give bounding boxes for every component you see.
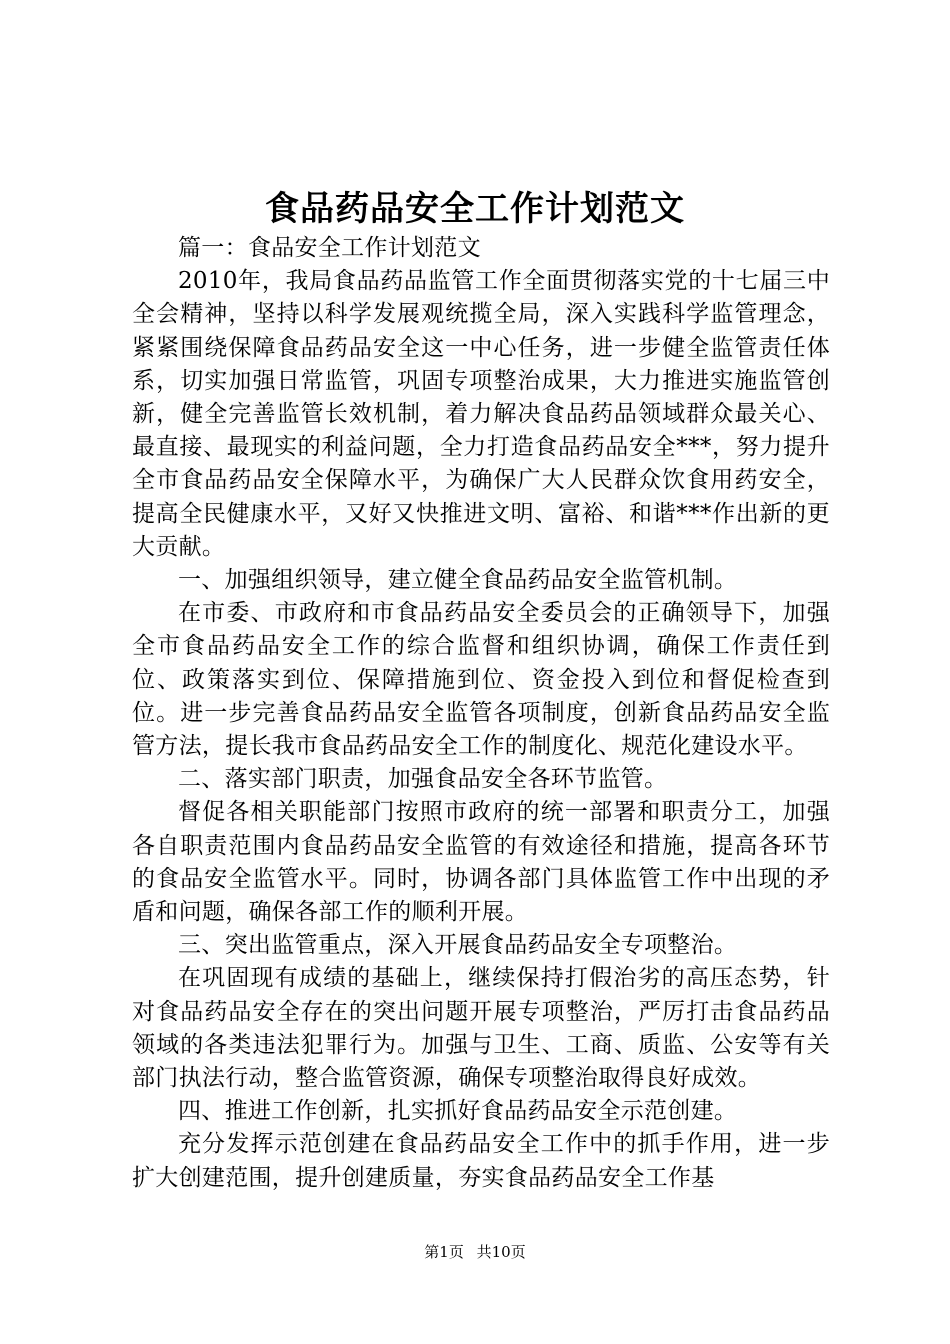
- section-paragraph-2: 督促各相关职能部门按照市政府的统一部署和职责分工，加强各自职责范围内食品药品安全监管的有效途径和措施，提高各环节的食品安全监管水平。同时，协调各部门具体监管工作中出现的矛盾和问题，确保各部工作的顺利开展。: [132, 799, 830, 926]
- section-heading-3: 三、突出监管重点，深入开展食品药品安全专项整治。: [178, 932, 738, 959]
- section-paragraph-1: 在市委、市政府和市食品药品安全委员会的正确领导下，加强全市食品药品安全工作的综合监督和组织协调，确保工作责任到位、政策落实到位、保障措施到位、资金投入到位和督促检查到位。进一步完善食品药品安全监管各项制度，创新食品药品安全监管方法，提长我市食品药品安全工作的制度化、规范化建设水平。: [132, 600, 830, 760]
- page-footer: [0, 1240, 950, 1264]
- document-title: 食品药品安全工作计划范文: [265, 189, 685, 229]
- intro-paragraph: 2010年，我局食品药品监管工作全面贯彻落实党的十七届三中全会精神，坚持以科学发展观统揽全局，深入实践科学监管理念，紧紧围绕保障食品药品安全这一中心任务，进一步健全监管责任体系，切实加强日常监管，巩固专项整治成果，大力推进实施监管创新，健全完善监管长效机制，着力解决食品药品领域群众最关心、最直接、最现实的利益问题，全力打造食品药品安全***，努力提升全市食品药品安全保障水平，为确保广大人民群众饮食用药安全，提高全民健康水平，又好又快推进文明、富裕、和谐***作出新的更大贡献。: [132, 268, 830, 560]
- section-heading-1: 一、加强组织领导，建立健全食品药品安全监管机制。: [178, 567, 738, 594]
- page-number: 第1页: [424, 1243, 464, 1261]
- section-paragraph-3: 在巩固现有成绩的基础上，继续保持打假治劣的高压态势，针对食品药品安全存在的突出问题开展专项整治，严厉打击食品药品领域的各类违法犯罪行为。加强与卫生、工商、质监、公安等有关部门执法行动，整合监管资源，确保专项整治取得良好成效。: [132, 965, 830, 1092]
- page-total: 共10页: [476, 1243, 526, 1261]
- document-body: [132, 232, 830, 1195]
- section-heading-4: 四、推进工作创新，扎实抓好食品药品安全示范创建。: [178, 1098, 738, 1125]
- section-heading-2: 二、落实部门职责，加强食品安全各环节监管。: [178, 766, 668, 793]
- section-heading-part-one: 篇一：食品安全工作计划范文: [178, 235, 481, 261]
- section-paragraph-4: 充分发挥示范创建在食品药品安全工作中的抓手作用，进一步扩大创建范围，提升创建质量，夯实食品药品安全工作基: [132, 1131, 830, 1191]
